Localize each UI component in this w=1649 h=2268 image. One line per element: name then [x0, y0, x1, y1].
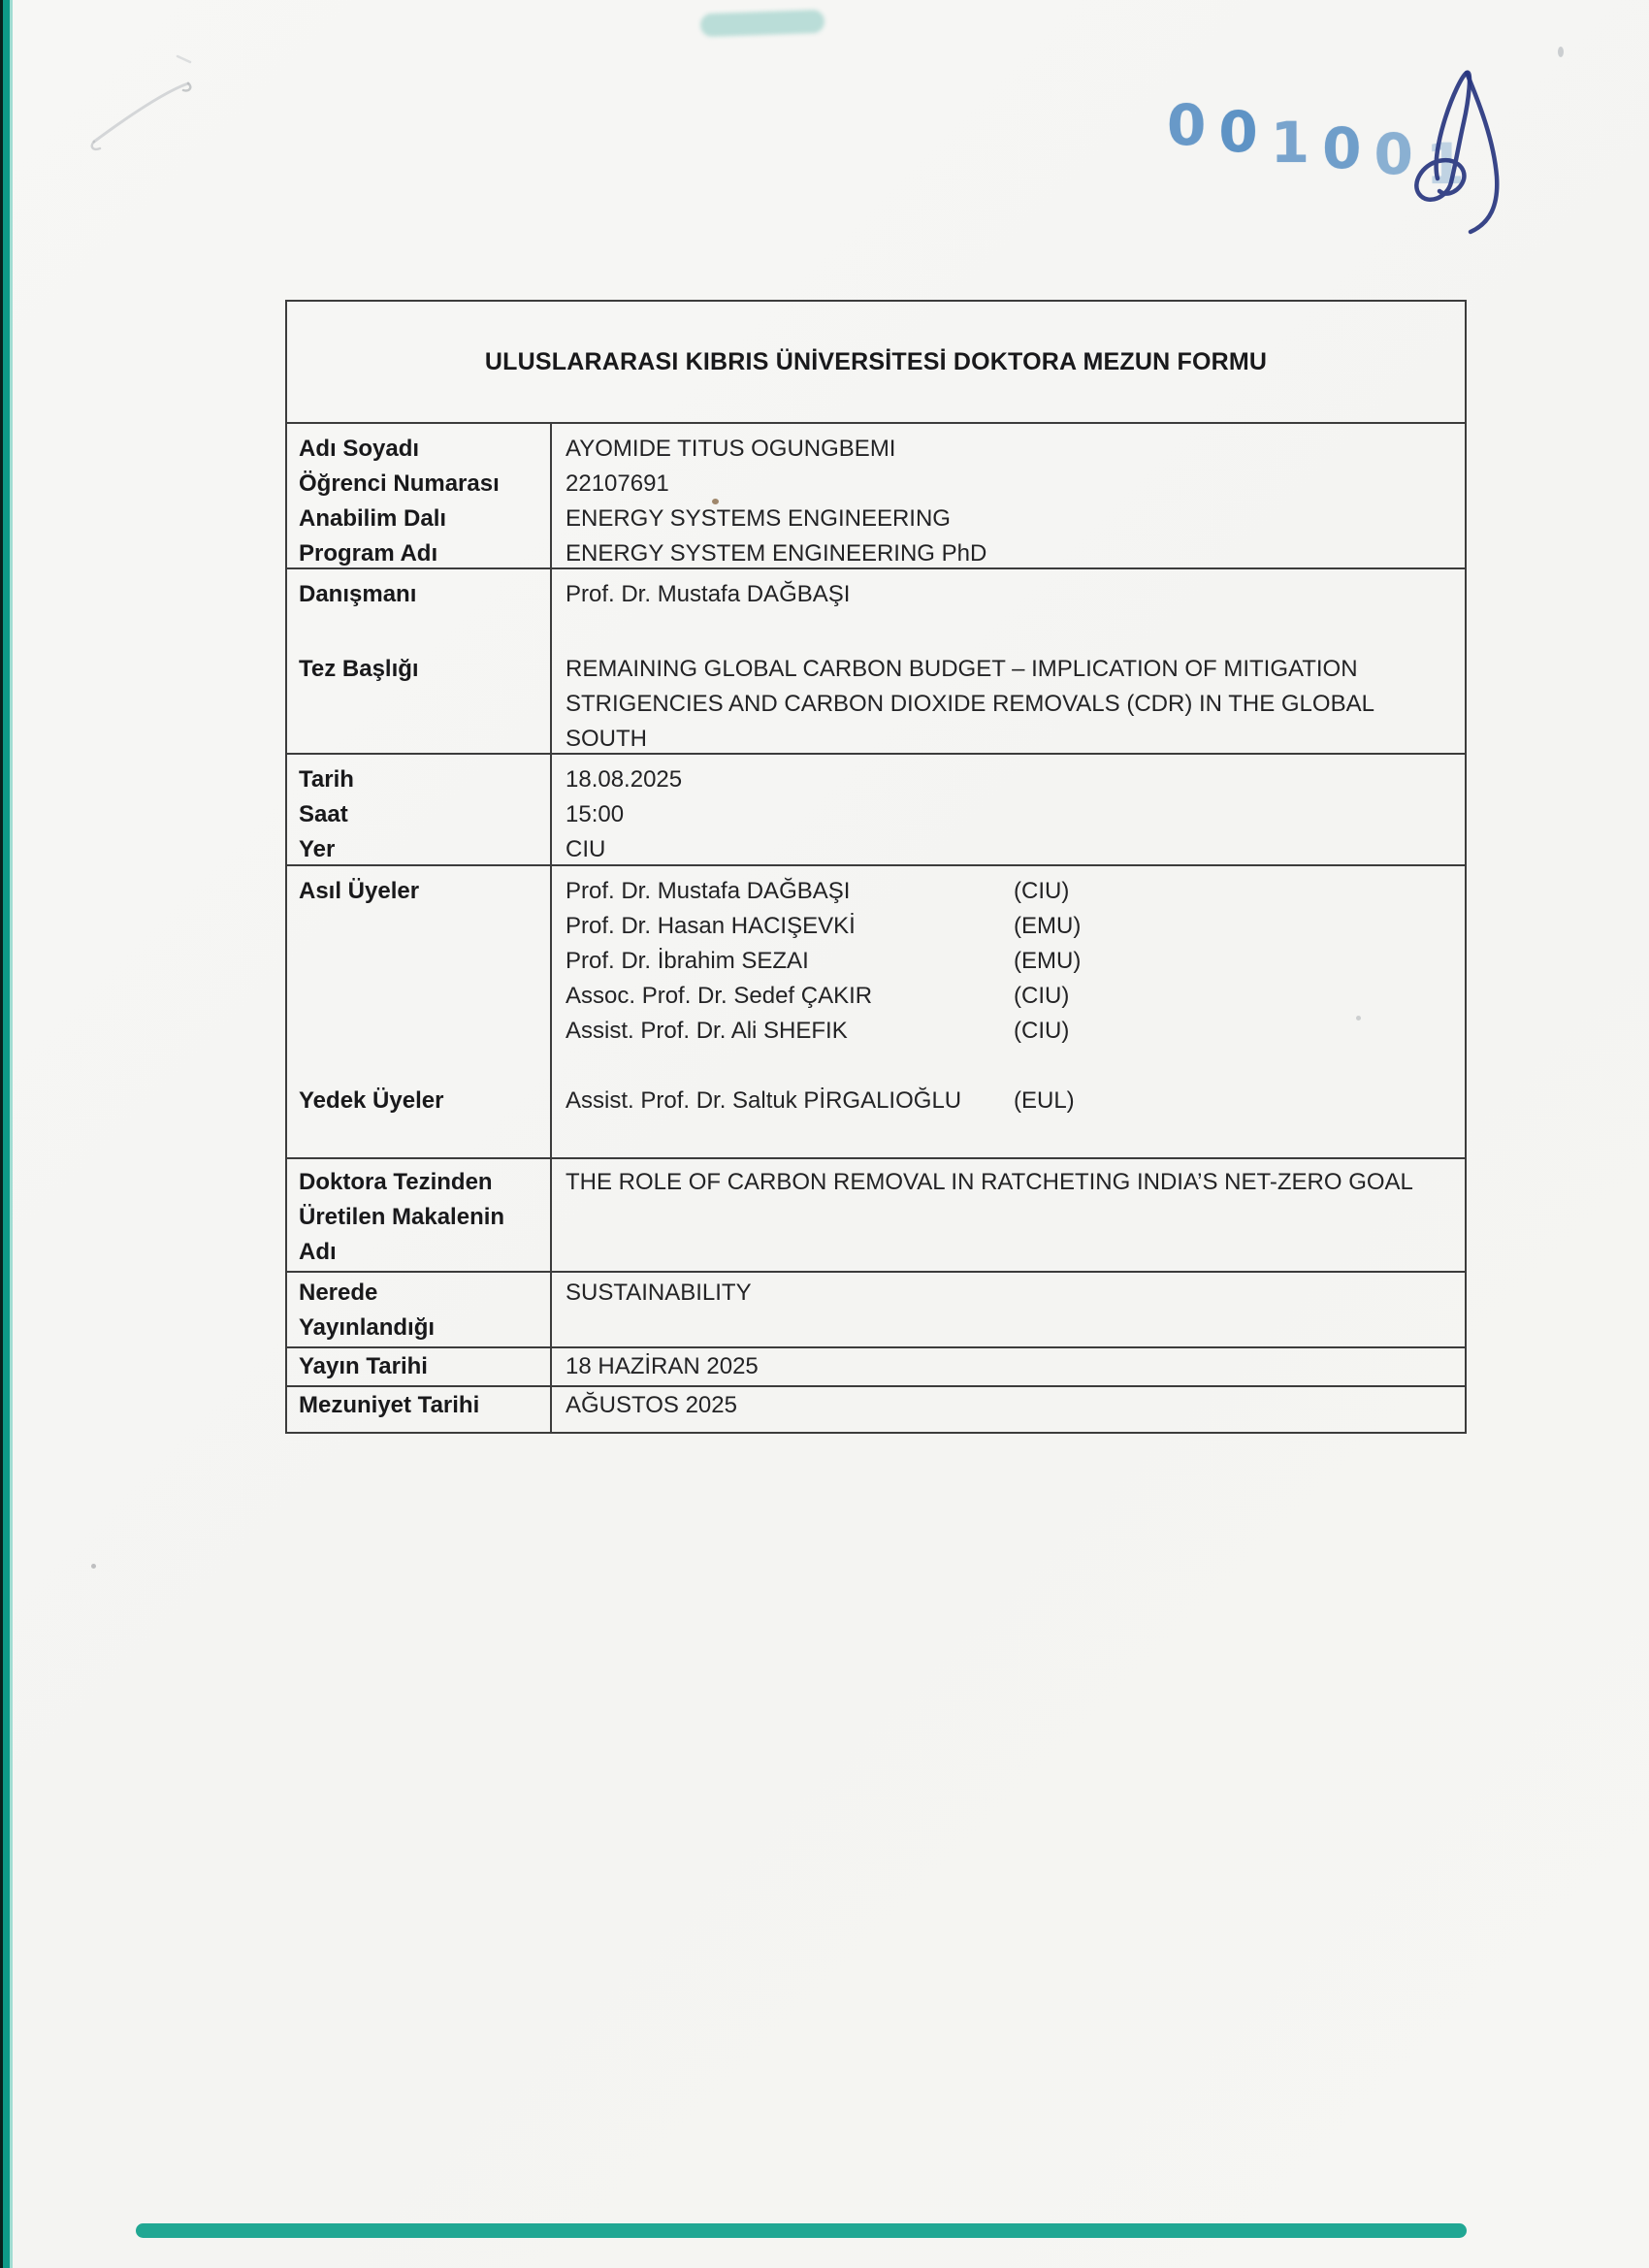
scan-edge-strip-bottom	[136, 2223, 1467, 2238]
label-graduation-date: Mezuniyet Tarihi	[299, 1392, 480, 1418]
label-student-number: Öğrenci Numarası	[299, 470, 500, 497]
article-label-line: Doktora Tezinden	[299, 1169, 493, 1195]
stamp-digit: 1	[1425, 131, 1466, 197]
value-program: ENERGY SYSTEM ENGINEERING PhD	[566, 540, 987, 567]
value-publish-date: 18 HAZİRAN 2025	[566, 1353, 759, 1379]
row-publish-date	[287, 1346, 1465, 1385]
identity-labels	[287, 424, 552, 567]
spacer	[299, 909, 544, 1084]
member-name: Assist. Prof. Dr. Ali SHEFIK	[566, 1018, 848, 1044]
label-thesis-title: Tez Başlığı	[299, 656, 419, 682]
label-date: Tarih	[299, 766, 354, 793]
committee-member	[566, 944, 1457, 979]
thesis-title-line: STRIGENCIES AND CARBON DIOXIDE REMOVALS (CDR) IN THE GLOBAL	[566, 691, 1374, 717]
member-affiliation: (CIU)	[1014, 983, 1070, 1009]
article-title: THE ROLE OF CARBON REMOVAL IN RATCHETING INDIA’S NET-ZERO GOAL	[566, 1169, 1413, 1195]
member-affiliation: (EMU)	[1014, 948, 1082, 974]
member-name: Prof. Dr. İbrahim SEZAI	[566, 948, 809, 974]
article-label-line: Üretilen Makalenin	[299, 1204, 505, 1230]
thesis-title-line: REMAINING GLOBAL CARBON BUDGET – IMPLICATION OF MITIGATION	[566, 656, 1358, 682]
value-place: CIU	[566, 836, 606, 862]
row-graduation-date	[287, 1385, 1465, 1432]
journal-name: SUSTAINABILITY	[566, 1280, 752, 1306]
committee-member	[566, 874, 1457, 909]
publish-date-label	[287, 1348, 552, 1385]
label-name: Adı Soyadı	[299, 436, 420, 462]
identity-values	[552, 424, 1465, 567]
article-value	[552, 1159, 1465, 1271]
member-affiliation: (CIU)	[1014, 1018, 1070, 1044]
committee-member	[566, 909, 1457, 944]
label-main-members: Asıl Üyeler	[299, 878, 420, 904]
spacer	[299, 612, 544, 652]
value-advisor: Prof. Dr. Mustafa DAĞBAŞI	[566, 581, 851, 607]
label-publish-date: Yayın Tarihi	[299, 1353, 428, 1379]
advisor-thesis-values	[552, 569, 1465, 753]
row-article	[287, 1157, 1465, 1271]
stamp-digit: 0	[1374, 121, 1413, 187]
article-label-line: Adı	[299, 1239, 337, 1265]
journal-label-line: Nerede	[299, 1280, 378, 1306]
committee-values	[552, 866, 1465, 1157]
doctoral-graduate-form	[285, 300, 1467, 1434]
advisor-thesis-labels	[287, 569, 552, 753]
label-place: Yer	[299, 836, 336, 862]
article-label	[287, 1159, 552, 1271]
row-advisor-thesis	[287, 567, 1465, 753]
journal-label-line: Yayınlandığı	[299, 1314, 436, 1341]
schedule-labels	[287, 755, 552, 864]
scan-smudge	[700, 10, 825, 37]
graduation-date-value	[552, 1387, 1465, 1432]
value-time: 15:00	[566, 801, 625, 827]
label-program: Program Adı	[299, 540, 438, 567]
committee-member	[566, 979, 1457, 1014]
stamp-digit: 1	[1270, 110, 1310, 176]
spacer	[566, 1049, 1457, 1084]
stamp-digit: 0	[1167, 92, 1207, 158]
label-advisor: Danışmanı	[299, 581, 417, 607]
member-affiliation: (EMU)	[1014, 913, 1082, 939]
label-time: Saat	[299, 801, 348, 827]
form-title: ULUSLARARASI KIBRIS ÜNİVERSİTESİ DOKTORA MEZUN FORMU	[484, 347, 1268, 375]
row-journal	[287, 1271, 1465, 1346]
schedule-values	[552, 755, 1465, 864]
stamp-digit: 0	[1218, 99, 1258, 165]
committee-labels	[287, 866, 552, 1157]
spacer	[566, 612, 1457, 652]
member-affiliation: (CIU)	[1014, 878, 1070, 904]
graduation-date-label	[287, 1387, 552, 1432]
signature-mark	[1408, 60, 1525, 240]
scan-edge-strip-left	[0, 0, 13, 2268]
value-student-number: 22107691	[566, 470, 669, 497]
stamp-digit: 0	[1322, 115, 1362, 181]
substitute-member	[566, 1084, 1457, 1118]
row-schedule	[287, 753, 1465, 864]
value-department: ENERGY SYSTEMS ENGINEERING	[566, 505, 951, 532]
journal-value	[552, 1273, 1465, 1346]
thesis-title-line: SOUTH	[566, 726, 647, 752]
journal-label	[287, 1273, 552, 1346]
scan-speck	[1558, 47, 1564, 57]
row-committee	[287, 864, 1465, 1157]
value-date: 18.08.2025	[566, 766, 683, 793]
row-identity	[287, 422, 1465, 567]
member-name: Assist. Prof. Dr. Saltuk PİRGALIOĞLU	[566, 1087, 962, 1114]
committee-member	[566, 1014, 1457, 1049]
member-name: Assoc. Prof. Dr. Sedef ÇAKIR	[566, 983, 873, 1009]
label-substitute-members: Yedek Üyeler	[299, 1087, 444, 1114]
label-department: Anabilim Dalı	[299, 505, 447, 532]
member-affiliation: (EUL)	[1014, 1087, 1075, 1114]
pencil-mark	[80, 47, 215, 158]
scan-speck	[91, 1564, 96, 1569]
member-name: Prof. Dr. Hasan HACIŞEVKİ	[566, 913, 856, 939]
member-name: Prof. Dr. Mustafa DAĞBAŞI	[566, 878, 851, 904]
value-graduation-date: AĞUSTOS 2025	[566, 1392, 737, 1418]
publish-date-value	[552, 1348, 1465, 1385]
value-name: AYOMIDE TITUS OGUNGBEMI	[566, 436, 896, 462]
